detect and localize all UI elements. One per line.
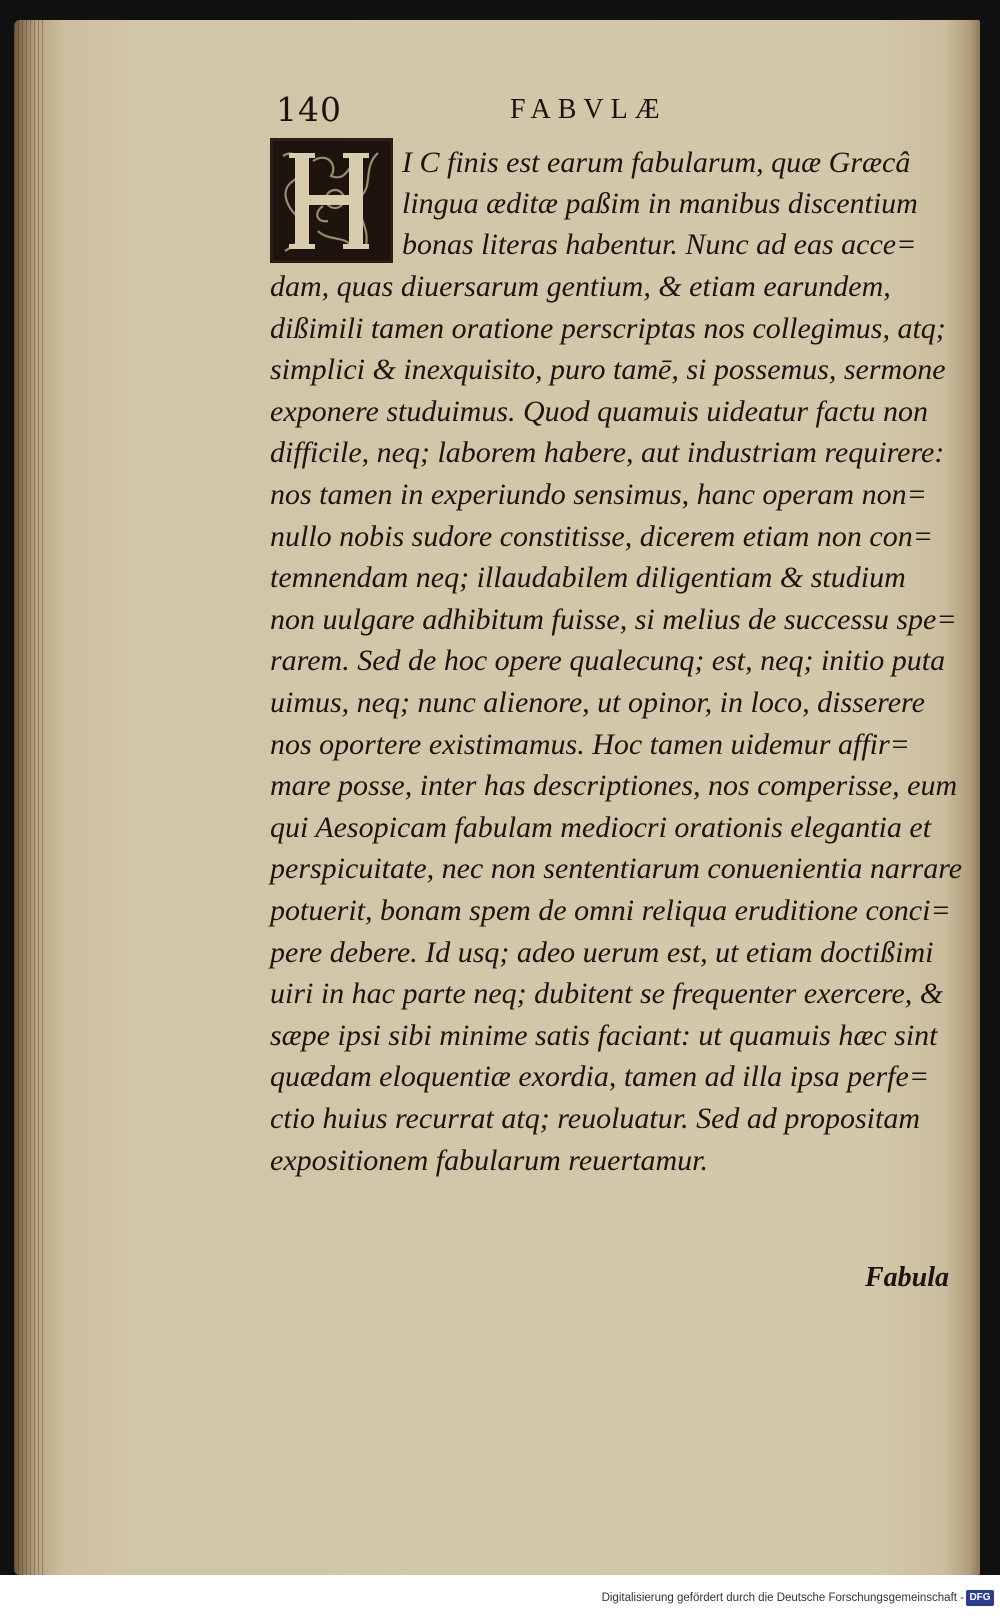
text-line: dam, quas diuersarum gentium, & etiam earundem, xyxy=(270,270,891,303)
text-line: simplici & inexquisito, puro tamē, si possemus, sermone xyxy=(270,353,946,387)
running-head xyxy=(270,90,970,130)
text-line: mare posse, inter has descriptiones, nos comperisse, eum xyxy=(270,769,958,803)
text-line: exponere studuimus. Quod quamuis uideatur factu non xyxy=(270,394,928,428)
text-line: sæpe ipsi sibi minime satis faciant: ut quamuis hæc sint xyxy=(270,1018,938,1052)
text-line: nos tamen in experiundo sensimus, hanc operam non= xyxy=(270,478,927,511)
text-line: expositionem fabularum reuertamur. xyxy=(270,1143,709,1177)
text-line: lingua æditæ paßim in manibus discentium xyxy=(402,187,918,220)
text-line: quædam eloquentiæ exordia, tamen ad illa ipsa perfe= xyxy=(270,1060,930,1094)
text-line: dißimili tamen oratione perscriptas nos collegimus, atq; xyxy=(270,311,946,345)
text-line: potuerit, bonam spem de omni reliqua eruditione conci= xyxy=(270,894,951,927)
text-line: I C finis est earum fabularum, quæ Græcâ xyxy=(402,146,911,179)
text-line: bonas literas habentur. Nunc ad eas acce= xyxy=(402,228,917,261)
dfg-logo: DFG xyxy=(966,1590,994,1606)
decorated-initial-h xyxy=(270,138,393,263)
text-line: nullo nobis sudore constitisse, dicerem etiam non con= xyxy=(270,519,933,553)
text-line: rarem. Sed de hoc opere qualecunq; est, neq; initio puta xyxy=(270,644,946,678)
page-edge xyxy=(14,20,44,1575)
catchword: Fabula xyxy=(865,1262,950,1293)
text-line: uiri in hac parte neq; dubitent se frequenter exercere, & xyxy=(270,977,944,1011)
text-line: qui Aesopicam fabulam mediocri orationis elegantia et xyxy=(270,810,932,844)
text-line: perspicuitate, nec non sententiarum conuenientia narrare xyxy=(270,852,963,886)
text-line: temnendam neq; illaudabilem diligentiam & studium xyxy=(270,561,906,595)
text-line: difficile, neq; laborem habere, aut industriam requirere: xyxy=(270,436,945,470)
text-line: nos oportere existimamus. Hoc tamen uidemur affir= xyxy=(270,727,910,761)
page-number: 140 xyxy=(276,90,342,129)
text-line: ctio huius recurrat atq; reuoluatur. Sed ad propositam xyxy=(270,1102,920,1135)
digitization-credit: Digitalisierung gefördert durch die Deutsche Forschungsgemeinschaft - xyxy=(601,1592,964,1604)
running-title: FABVLÆ xyxy=(510,94,667,125)
text-line: pere debere. Id usq; adeo uerum est, ut etiam doctißimi xyxy=(270,935,934,969)
text-line: uimus, neq; nunc alienore, ut opinor, in loco, disserere xyxy=(270,686,925,719)
text-line: non uulgare adhibitum fuisse, si melius de successu spe= xyxy=(270,602,957,636)
